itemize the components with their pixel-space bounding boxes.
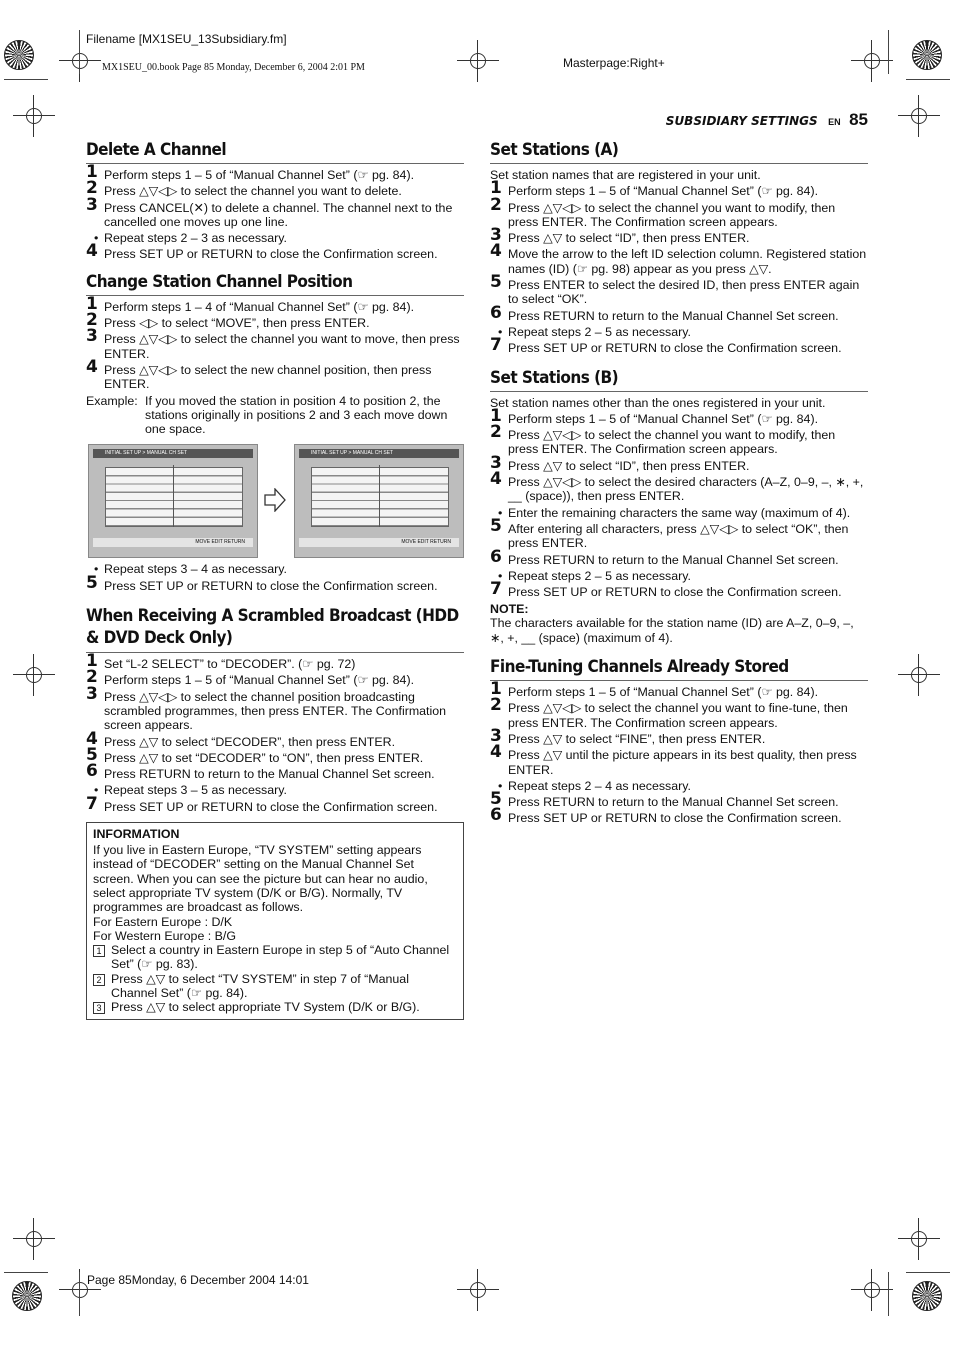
- step-number: 2: [86, 310, 98, 331]
- channel-table: [105, 467, 243, 527]
- step-number: 1: [490, 679, 502, 700]
- filename-label: Filename [MX1SEU_13Subsidiary.fm]: [86, 32, 287, 46]
- information-steps: [93, 943, 457, 1014]
- section-title: Delete A Channel: [86, 140, 464, 164]
- information-title: INFORMATION: [93, 827, 180, 842]
- crosshair-mark-icon: [859, 1277, 885, 1303]
- step-number: 4: [86, 356, 98, 377]
- step-item: [490, 272, 868, 307]
- crosshair-mark-icon: [21, 103, 47, 129]
- western-europe-line: For Western Europe : B/G: [93, 928, 237, 943]
- step-item: [86, 178, 464, 199]
- step-number: 7: [490, 579, 502, 600]
- table-divider: [379, 465, 380, 527]
- scrambled-section: [86, 605, 464, 814]
- step-number: 3: [490, 452, 502, 473]
- step-number: 7: [490, 335, 502, 356]
- section-title: When Receiving A Scrambled Broadcast (HDD & DVD Deck Only): [86, 605, 464, 653]
- set-b-steps: [490, 405, 868, 600]
- step-item: [490, 742, 868, 777]
- step-number: 1: [86, 293, 98, 314]
- right-arrow-icon: [264, 488, 286, 512]
- step-number: 1: [86, 651, 98, 672]
- section-name: SUBSIDIARY SETTINGS: [665, 114, 818, 128]
- left-column: [86, 140, 464, 1020]
- right-column: [490, 140, 868, 832]
- information-body: If you live in Eastern Europe, “TV SYSTEM” setting appears instead of “DECODER” setting on the Manual Channel Set screen. When you can see the picture but can hear no audio, select appropriate TV system (D/K or B/G). Normally, TV programmes are broadcast as follows.: [93, 843, 428, 915]
- bullet-item: [490, 569, 868, 583]
- step-item: [490, 515, 868, 551]
- fine-steps: [490, 679, 868, 826]
- step-number: 6: [490, 546, 502, 567]
- step-text: Perform steps 1 – 4 of “Manual Channel Set” (☞ pg. 84).: [104, 299, 415, 314]
- step-item: [490, 789, 868, 810]
- step-text: Press ENTER to select the desired ID, then press ENTER again to select “OK”.: [508, 278, 860, 307]
- step-item: [490, 579, 868, 600]
- step-item: [490, 695, 868, 730]
- step-text: Press △▽ to select “TV SYSTEM” in step 7 of “Manual Channel Set” (☞ pg. 84).: [111, 971, 409, 1000]
- boxed-step-number: 3: [93, 1002, 105, 1014]
- change-steps: [86, 293, 464, 392]
- step-text: Perform steps 1 – 5 of “Manual Channel Set” (☞ pg. 84).: [104, 673, 415, 688]
- registration-sunburst-icon: [912, 40, 942, 70]
- step-text: Press RETURN to return to the Manual Channel Set screen.: [508, 795, 839, 810]
- step-item: [490, 469, 868, 504]
- step-item: [490, 194, 868, 230]
- page-number: 85: [849, 110, 868, 129]
- step-item: [490, 805, 868, 826]
- step-number: 5: [490, 272, 502, 293]
- boxed-step-number: 2: [93, 974, 105, 986]
- step-text: Press △▽ to select appropriate TV System (D/K or B/G).: [111, 1000, 420, 1015]
- screen-before: [88, 444, 258, 558]
- step-number: 5: [86, 572, 98, 593]
- step-item: [86, 310, 464, 331]
- step-number: 5: [86, 744, 98, 765]
- bullet-item: [86, 783, 464, 797]
- masterpage-label: Masterpage:Right+: [563, 56, 665, 70]
- scrambled-steps: [86, 651, 464, 814]
- step-text: Press △▽ to select “ID”, then press ENTER.: [508, 458, 750, 473]
- set-stations-b-section: [490, 368, 868, 645]
- step-text: Press CANCEL(✕) to delete a channel. The channel next to the cancelled one moves up one line.: [104, 200, 453, 229]
- step-text: Press RETURN to return to the Manual Channel Set screen.: [508, 308, 839, 323]
- step-number: 2: [490, 422, 502, 443]
- step-number: 5: [490, 515, 502, 536]
- info-step-item: [93, 972, 457, 1001]
- step-number: 6: [490, 805, 502, 826]
- step-text: Press RETURN to return to the Manual Channel Set screen.: [104, 767, 435, 782]
- step-text: Repeat steps 2 – 5 as necessary.: [508, 324, 691, 339]
- step-text: Press RETURN to return to the Manual Channel Set screen.: [508, 552, 839, 567]
- step-item: [86, 194, 464, 230]
- step-text: Repeat steps 2 – 3 as necessary.: [104, 231, 287, 246]
- step-item: [490, 335, 868, 356]
- step-item: [86, 761, 464, 782]
- step-item: [86, 744, 464, 765]
- eastern-europe-line: For Eastern Europe : D/K: [93, 914, 233, 929]
- crop-mark: [888, 1272, 889, 1316]
- crosshair-mark-icon: [906, 103, 932, 129]
- step-number: 4: [490, 241, 502, 262]
- step-text: Press △▽ to set “DECODER” to “ON”, then press ENTER.: [104, 750, 424, 765]
- step-number: 1: [490, 178, 502, 199]
- step-text: Press △▽◁▷ to select the channel you want to move, then press ENTER.: [104, 332, 460, 361]
- step-number: 2: [490, 695, 502, 716]
- channel-table: [311, 467, 449, 527]
- step-text: Press SET UP or RETURN to close the Confirmation screen.: [104, 247, 438, 262]
- set-a-steps: [490, 178, 868, 356]
- step-text: Press △▽◁▷ to select the desired characters (A–Z, 0–9, –, ∗, +, __ (space)), then press ENTER.: [508, 475, 864, 504]
- step-item: [490, 679, 868, 700]
- example: [86, 394, 464, 437]
- step-item: [490, 546, 868, 567]
- step-text: Perform steps 1 – 5 of “Manual Channel Set” (☞ pg. 84).: [508, 184, 819, 199]
- crop-mark: [79, 30, 80, 74]
- step-item: [86, 162, 464, 182]
- step-item: [86, 667, 464, 688]
- step-number: 1: [490, 405, 502, 426]
- screen-title: INITIAL SET UP > MANUAL CH SET: [93, 449, 253, 458]
- step-text: Repeat steps 2 – 4 as necessary.: [508, 778, 691, 793]
- step-number: 4: [86, 241, 98, 262]
- step-text: Press △▽ to select “ID”, then press ENTER.: [508, 231, 750, 246]
- step-text: Select a country in Eastern Europe in step 5 of “Auto Channel Set” (☞ pg. 83).: [111, 943, 450, 972]
- step-text: Perform steps 1 – 5 of “Manual Channel Set” (☞ pg. 84).: [508, 411, 819, 426]
- step-text: Press SET UP or RETURN to close the Confirmation screen.: [508, 585, 842, 600]
- step-text: Press SET UP or RETURN to close the Confirmation screen.: [508, 341, 842, 356]
- bullet-item: [86, 562, 464, 576]
- step-text: Repeat steps 3 – 4 as necessary.: [104, 562, 287, 577]
- step-text: Enter the remaining characters the same way (maximum of 4).: [508, 505, 851, 520]
- step-item: [86, 241, 464, 262]
- step-item: [490, 725, 868, 746]
- step-number: 3: [86, 683, 98, 704]
- step-text: Press △▽◁▷ to select the channel you want to fine-tune, then press ENTER. The Confirmation screen appears.: [508, 701, 848, 730]
- step-number: 3: [86, 194, 98, 215]
- registration-sunburst-icon: [912, 1281, 942, 1311]
- step-text: Press ◁▷ to select “MOVE”, then press ENTER.: [104, 316, 370, 331]
- step-number: 3: [86, 326, 98, 347]
- bullet-item: [490, 506, 868, 520]
- bullet-item: [86, 231, 464, 245]
- crop-mark: [888, 30, 889, 74]
- crosshair-mark-icon: [465, 1277, 491, 1303]
- step-text: Perform steps 1 – 5 of “Manual Channel Set” (☞ pg. 84).: [104, 168, 415, 182]
- running-header: [620, 110, 868, 130]
- step-text: Press SET UP or RETURN to close the Confirmation screen.: [508, 811, 842, 826]
- step-text: After entering all characters, press △▽◁▷ to select “OK”, then press ENTER.: [508, 521, 849, 551]
- step-number: 4: [490, 742, 502, 763]
- step-text: Set “L-2 SELECT” to “DECODER”. (☞ pg. 72): [104, 657, 356, 672]
- step-text: Press △▽◁▷ to select the channel position broadcasting scrambled programmes, then press ENTER. The Confirmation screen appears.: [104, 689, 447, 733]
- step-number: 4: [490, 469, 502, 490]
- crosshair-mark-icon: [67, 48, 93, 74]
- section-title: Change Station Channel Position: [86, 272, 464, 296]
- step-text: Press SET UP or RETURN to close the Confirmation screen.: [104, 799, 438, 814]
- section-intro: Set station names other than the ones registered in your unit.: [490, 395, 826, 410]
- step-number: 4: [86, 728, 98, 749]
- crosshair-mark-icon: [906, 1226, 932, 1252]
- step-item: [86, 683, 464, 733]
- step-text: Press △▽ to select “DECODER”, then press ENTER.: [104, 734, 396, 749]
- screen-title: INITIAL SET UP > MANUAL CH SET: [299, 449, 459, 458]
- bullet-item: [490, 325, 868, 339]
- crop-mark: [906, 79, 950, 80]
- crosshair-mark-icon: [906, 662, 932, 688]
- screen-after: [294, 444, 464, 558]
- step-text: Repeat steps 2 – 5 as necessary.: [508, 568, 691, 583]
- step-item: [490, 422, 868, 457]
- step-item: [490, 405, 868, 426]
- step-item: [490, 225, 868, 246]
- step-number: 6: [86, 761, 98, 782]
- footer-label: Page 85Monday, 6 December 2004 14:01: [87, 1273, 309, 1287]
- info-step-item: [93, 943, 457, 972]
- step-item: [490, 302, 868, 323]
- section-title: Set Stations (B): [490, 368, 868, 392]
- screen-buttons: MOVE EDIT RETURN: [93, 538, 253, 547]
- step-number: 5: [490, 789, 502, 810]
- screen-illustrations: [86, 444, 464, 556]
- bullet-item: [490, 779, 868, 793]
- registration-sunburst-icon: [12, 1281, 42, 1311]
- crosshair-mark-icon: [21, 662, 47, 688]
- example-key: Example:: [86, 393, 138, 408]
- crosshair-mark-icon: [859, 48, 885, 74]
- step-text: Press △▽◁▷ to select the channel you want to delete.: [104, 184, 402, 199]
- section-title: Set Stations (A): [490, 140, 868, 164]
- step-item: [490, 452, 868, 473]
- step-item: [490, 241, 868, 276]
- step-item: [490, 178, 868, 199]
- language-label: EN: [828, 117, 841, 127]
- step-text: Move the arrow to the left ID selection column. Registered station names (ID) (☞ pg. 98) appear as you press △▽.: [508, 247, 867, 276]
- step-number: 1: [86, 162, 98, 182]
- step-text: Press △▽ until the picture appears in its best quality, then press ENTER.: [508, 748, 857, 777]
- info-step-item: [93, 1000, 457, 1014]
- change-after-steps: [86, 562, 464, 593]
- crop-mark: [4, 1272, 48, 1273]
- step-item: [86, 572, 464, 593]
- crosshair-mark-icon: [21, 1226, 47, 1252]
- step-number: 3: [490, 225, 502, 246]
- set-stations-a-section: [490, 140, 868, 356]
- table-divider: [173, 465, 174, 527]
- delete-steps: [86, 162, 464, 262]
- step-item: [86, 326, 464, 361]
- step-text: Perform steps 1 – 5 of “Manual Channel Set” (☞ pg. 84).: [508, 685, 819, 700]
- crop-mark: [906, 1272, 950, 1273]
- section-title: Fine-Tuning Channels Already Stored: [490, 657, 868, 681]
- fine-tuning-section: [490, 657, 868, 826]
- book-info-label: MX1SEU_00.book Page 85 Monday, December 6, 2004 2:01 PM: [102, 62, 365, 73]
- screen-buttons: MOVE EDIT RETURN: [299, 538, 459, 547]
- step-number: 2: [490, 194, 502, 215]
- step-text: Repeat steps 3 – 5 as necessary.: [104, 783, 287, 798]
- step-number: 7: [86, 793, 98, 814]
- step-number: 3: [490, 725, 502, 746]
- step-text: Press SET UP or RETURN to close the Confirmation screen.: [104, 578, 438, 593]
- step-text: Press △▽◁▷ to select the channel you want to modify, then press ENTER. The Confirmation screen appears.: [508, 200, 836, 229]
- step-text: Press △▽◁▷ to select the new channel position, then press ENTER.: [104, 362, 432, 392]
- crosshair-mark-icon: [465, 48, 491, 74]
- note-title: NOTE:: [490, 602, 529, 617]
- step-number: 2: [86, 178, 98, 199]
- delete-channel-section: [86, 140, 464, 262]
- change-position-section: [86, 272, 464, 593]
- step-item: [86, 293, 464, 314]
- step-item: [86, 651, 464, 672]
- step-text: Press △▽◁▷ to select the channel you want to modify, then press ENTER. The Confirmation screen appears.: [508, 428, 836, 457]
- step-item: [86, 728, 464, 749]
- step-item: [86, 793, 464, 814]
- registration-sunburst-icon: [4, 40, 34, 70]
- step-text: Press △▽ to select “FINE”, then press ENTER.: [508, 731, 766, 746]
- example-text: If you moved the station in position 4 to position 2, the stations originally in positions 2 and 3 each move down one space.: [145, 393, 448, 437]
- step-number: 6: [490, 302, 502, 323]
- crop-mark: [4, 79, 48, 80]
- boxed-step-number: 1: [93, 945, 105, 957]
- note-text: The characters available for the station name (ID) are A–Z, 0–9, –, ∗, +, __ (space) (maximum of 4).: [490, 616, 854, 645]
- step-number: 2: [86, 667, 98, 688]
- information-box: [86, 822, 464, 1020]
- section-intro: Set station names that are registered in your unit.: [490, 168, 761, 182]
- crop-mark: [79, 1272, 80, 1316]
- step-item: [86, 356, 464, 392]
